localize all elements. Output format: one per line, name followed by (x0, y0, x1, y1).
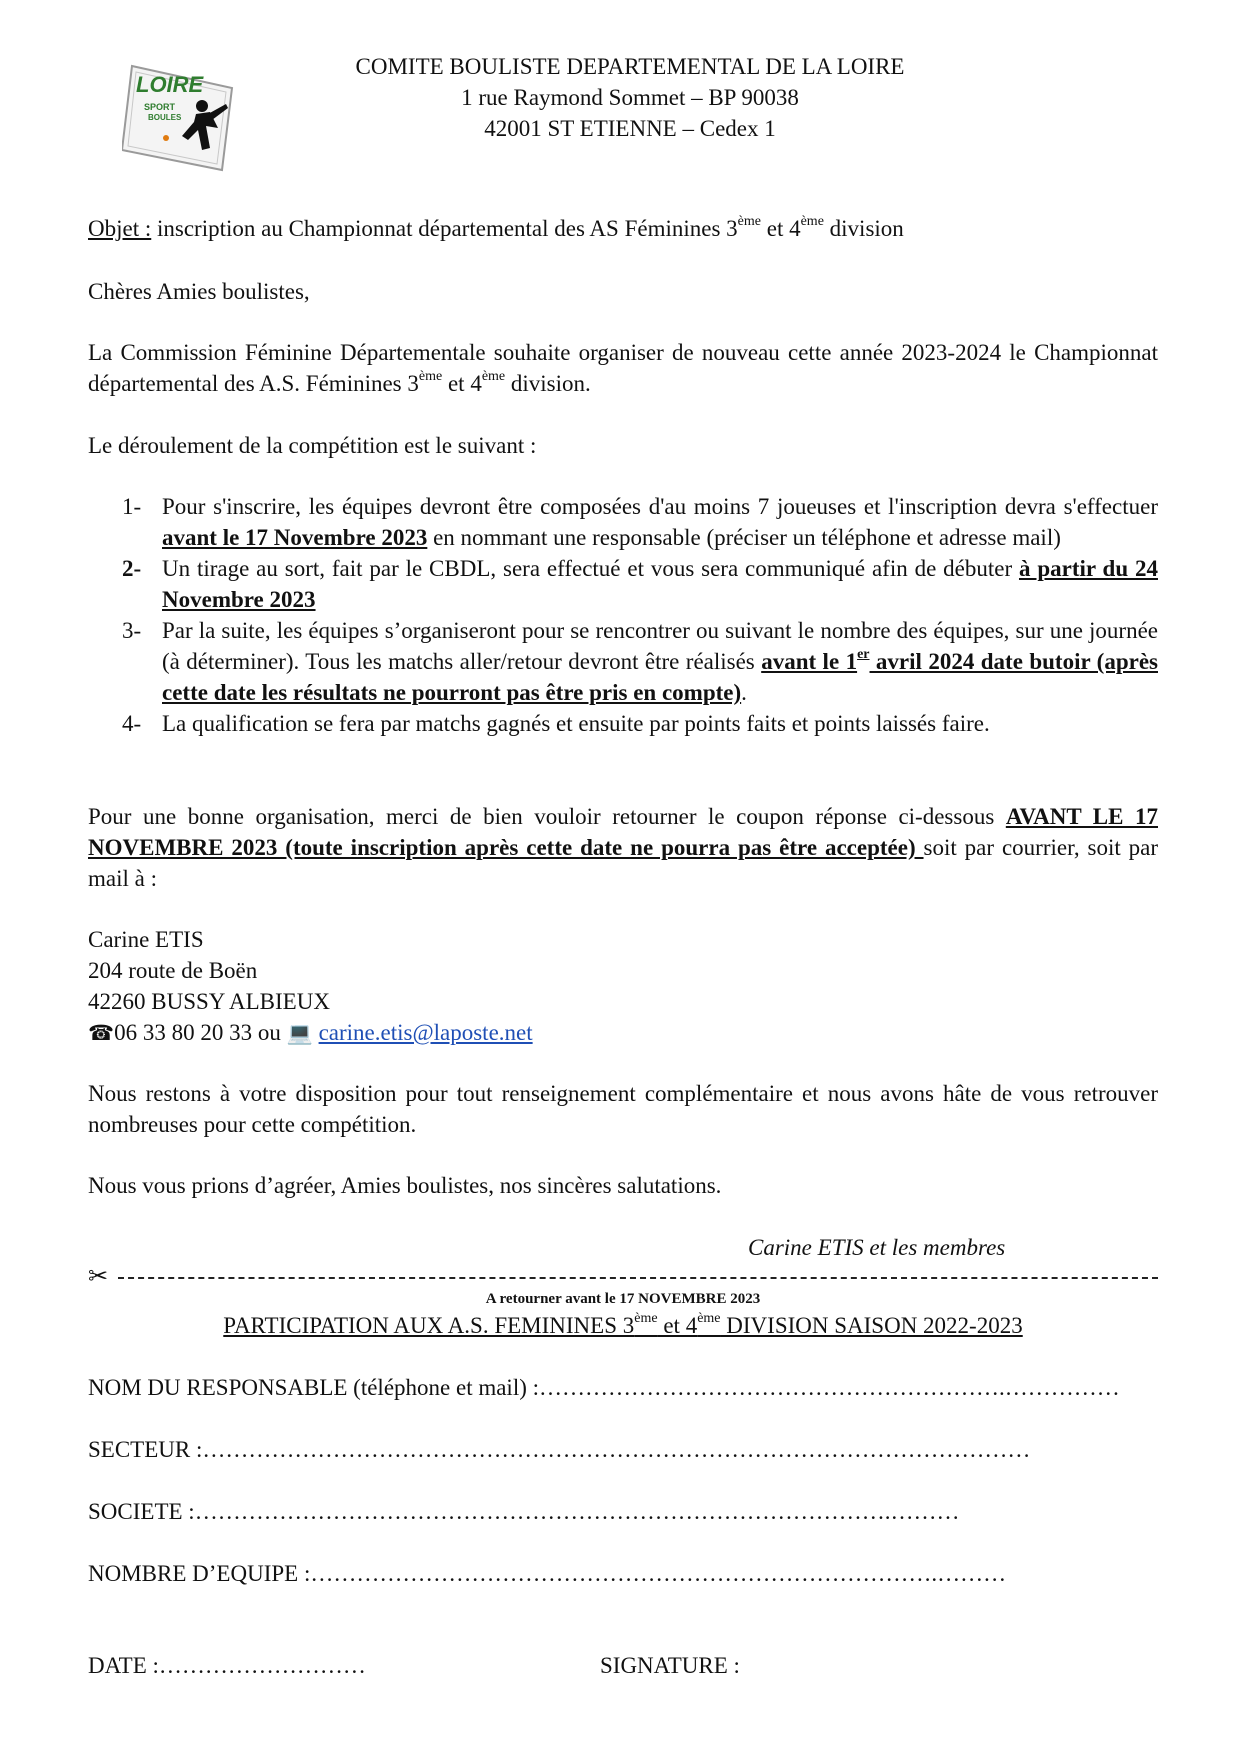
signature-line: Carine ETIS et les membres (748, 1235, 1006, 1260)
coupon-fields (88, 1372, 1158, 1620)
step-text: Pour s'inscrire, les équipes devront être composées d'au moins 7 joueuses et l'inscription devra s'effectuer (162, 494, 1158, 519)
field-label: SOCIETE : (88, 1499, 195, 1524)
contact-name: Carine ETIS (88, 927, 204, 952)
coupon-title-b: DIVISION SAISON 2022-2023 (720, 1313, 1023, 1338)
step-text: Un tirage au sort, fait par le CBDL, sera effectué et vous sera communiqué afin de débuter (162, 556, 1019, 581)
deroulement-line: Le déroulement de la compétition est le suivant : (88, 433, 537, 458)
step-deadline-sup: er (857, 647, 870, 663)
object-mid: et 4 (760, 216, 801, 241)
date-label: DATE : (88, 1653, 159, 1678)
field-societe[interactable] (88, 1496, 1158, 1558)
object-sup2: ème (800, 214, 824, 230)
contact-phone: 06 33 80 20 33 ou (114, 1020, 287, 1045)
step-text-end: . (741, 680, 747, 705)
contact-city: 42260 BUSSY ALBIEUX (88, 989, 330, 1014)
object-after: division (823, 216, 904, 241)
field-secteur[interactable] (88, 1434, 1158, 1496)
letterhead (250, 51, 1010, 144)
field-label: NOMBRE D’EQUIPE : (88, 1561, 311, 1586)
object-label: Objet : (88, 216, 152, 241)
coupon-return-note: A retourner avant le 17 NOVEMBRE 2023 (485, 1291, 761, 1307)
step-4 (122, 708, 1158, 739)
step-deadline-part1: avant le 1 (761, 649, 858, 674)
step-text: Par la suite, les équipes s’organiseront pour se rencontrer ou suivant le nombre des équipes, sur une journée (à déterminer). Tous les matchs aller/retour devront être réalisés (162, 618, 1158, 674)
object-sup1: ème (737, 214, 761, 230)
step-number: 1- (122, 494, 142, 519)
intro-sup2: ème (481, 369, 506, 385)
coupon-title-mid: et 4 (657, 1313, 698, 1338)
contact-email-link[interactable]: carine.etis@laposte.net (318, 1020, 533, 1045)
step-number: 2- (122, 556, 142, 581)
field-label: NOM DU RESPONSABLE (téléphone et mail) : (88, 1375, 540, 1400)
logo-text-sub2: BOULES (148, 113, 182, 122)
step-deadline-part2: avril 2024 date butoir (après cette date les résultats ne pourront pas être pris en compte) (162, 649, 1158, 705)
coupon-title-a: PARTICIPATION AUX A.S. FEMININES 3 (223, 1313, 635, 1338)
contact-street: 204 route de Boën (88, 958, 258, 983)
org-address-line2: 42001 ST ETIENNE – Cedex 1 (484, 116, 776, 141)
field-dots: ……………………………………………………………………………………………… (202, 1437, 1031, 1462)
organisation-paragraph (88, 801, 1158, 894)
intro-mid: et 4 (442, 371, 482, 396)
scissors-icon: ✂ (88, 1262, 109, 1290)
step-start-date: à partir du 24 Novembre 2023 (162, 556, 1158, 612)
coupon-title-sup1: ème (634, 1311, 658, 1327)
disposition-paragraph: Nous restons à votre disposition pour tout renseignement complémentaire et nous avons hâte de vous retrouver nombreuses pour cette compétition. (88, 1081, 1158, 1137)
field-dots: ……………………………………………………………………….……… (310, 1561, 1007, 1586)
step-1 (122, 491, 1158, 553)
signature-field[interactable]: SIGNATURE : (600, 1653, 740, 1678)
steps-list (122, 491, 1158, 739)
intro-after: division. (505, 371, 591, 396)
intro-text: La Commission Féminine Départementale souhaite organiser de nouveau cette année 2023-2024 le Championnat départemental des A.S. Féminines 3 (88, 340, 1158, 396)
organisation-text: Pour une bonne organisation, merci de bien vouloir retourner le coupon réponse ci-dessous (88, 804, 1006, 829)
step-number: 3- (122, 618, 142, 643)
field-responsable[interactable] (88, 1372, 1158, 1434)
org-name: COMITE BOULISTE DEPARTEMENTAL DE LA LOIRE (355, 54, 905, 79)
logo-text-main: LOIRE (136, 72, 204, 97)
computer-icon: 💻 (286, 1021, 313, 1045)
phone-icon: ☎ (88, 1021, 115, 1045)
organisation-text-end: soit par courrier, soit par mail à : (88, 835, 1159, 891)
coupon-title (88, 1310, 1158, 1341)
org-address-line1: 1 rue Raymond Sommet – BP 90038 (461, 85, 799, 110)
intro-sup1: ème (418, 369, 443, 385)
date-dots: ……………………… (158, 1653, 366, 1678)
object-text: inscription au Championnat départemental des AS Féminines 3 (151, 216, 738, 241)
coupon-title-sup2: ème (697, 1311, 721, 1327)
cut-line (88, 1262, 1158, 1290)
step-2 (122, 553, 1158, 615)
loire-sport-boules-logo (122, 58, 250, 178)
field-dots: ……………………………………………………………………………….……… (194, 1499, 960, 1524)
date-field[interactable] (88, 1650, 366, 1681)
step-text-end: en nommant une responsable (préciser un téléphone et adresse mail) (427, 525, 1061, 550)
step-3 (122, 615, 1158, 708)
greeting: Chères Amies boulistes, (88, 279, 310, 304)
object-line (88, 213, 1158, 244)
field-nombre-equipe[interactable] (88, 1558, 1158, 1620)
contact-block (88, 924, 533, 1049)
coupon-title-text (223, 1313, 1022, 1338)
step-text: La qualification se fera par matchs gagnés et ensuite par points faits et points laissés faire. (162, 711, 990, 736)
salutations: Nous vous prions d’agréer, Amies boulistes, nos sincères salutations. (88, 1173, 722, 1198)
organisation-deadline: AVANT LE 17 NOVEMBRE 2023 (toute inscription après cette date ne pourra pas être acceptée) (88, 804, 1158, 860)
contact-phone-line (88, 1017, 533, 1049)
step-deadline: avant le 17 Novembre 2023 (162, 525, 428, 550)
field-dots: …………………………………………………….…………… (539, 1375, 1120, 1400)
step-number: 4- (122, 711, 142, 736)
field-label: SECTEUR : (88, 1437, 203, 1462)
dashed-separator (118, 1277, 1158, 1279)
logo-text-sub1: SPORT (144, 102, 176, 112)
intro-paragraph (88, 337, 1158, 399)
